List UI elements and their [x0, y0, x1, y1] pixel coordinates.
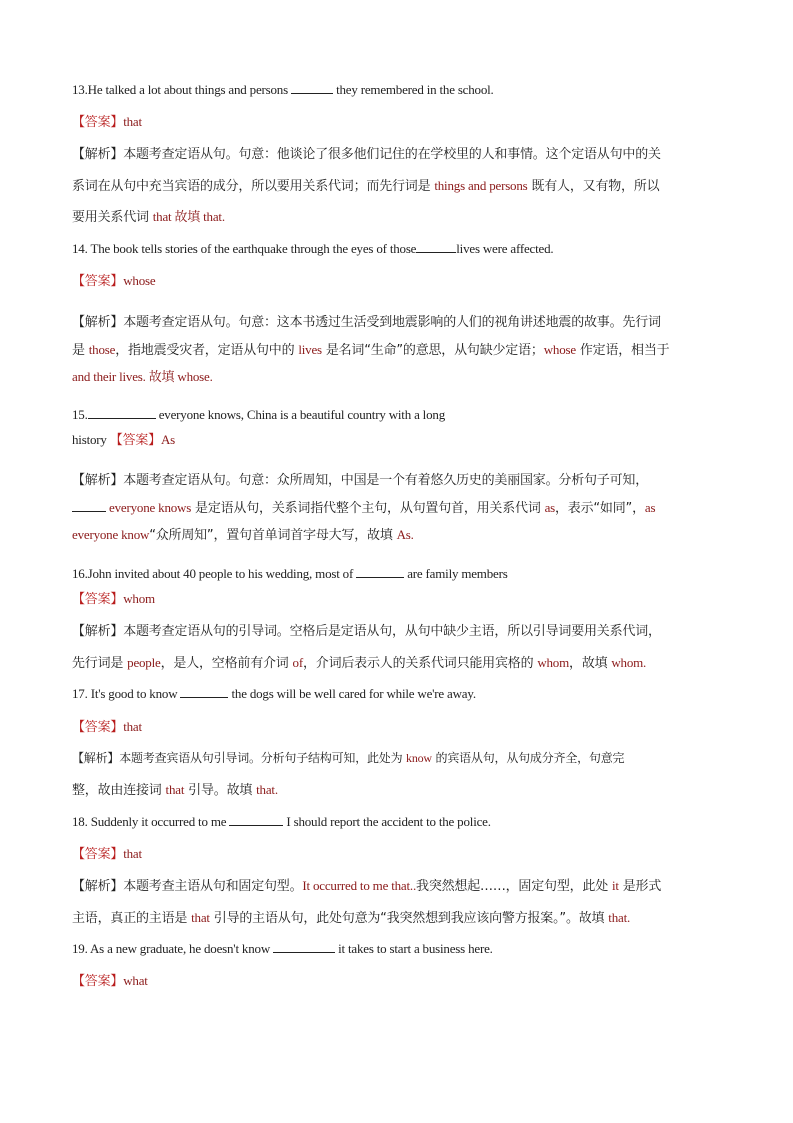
explanation-16-line-1 [72, 622, 661, 641]
explanation-15-text: 是定语从句，关系词指代整个主句，从句置句首，用关系代词 [191, 501, 545, 516]
explanation-18-text: 是形式 [618, 879, 662, 894]
answer-18-value: that [123, 846, 142, 861]
question-17-text-pre: 17. It's good to know [72, 686, 181, 701]
explanation-16-term: whom. [611, 655, 647, 670]
explanation-16-term: of [292, 655, 303, 670]
question-18-text-post: I should report the accident to the police. [283, 814, 491, 829]
explanation-13-text: 本题考查定语从句。句意：他谈论了很多他们记住的在学校里的人和事情。这个定语从句中的关 [123, 147, 661, 162]
question-16 [72, 565, 508, 583]
explanation-14-text: 是 [72, 343, 89, 358]
explanation-13-line-3 [72, 208, 225, 227]
explanation-18-term: It occurred to me that.. [302, 878, 417, 893]
explanation-14-term: whose [543, 342, 576, 357]
explanation-16-text: ，介词后表示人的关系代词只能用宾格的 [302, 656, 538, 671]
explanation-17-line-2 [72, 781, 278, 800]
question-18-blank [229, 813, 283, 826]
question-19-text-pre: 19. As a new graduate, he doesn't know [72, 941, 274, 956]
explanation-17-term: know [406, 751, 432, 765]
explanation-tag: 【解析】 [72, 315, 124, 330]
explanation-16-term: whom [537, 655, 570, 670]
question-18 [72, 813, 491, 831]
explanation-18-text: 主语，真正的主语是 [72, 911, 192, 926]
question-13-blank [291, 81, 333, 94]
answer-14 [72, 272, 155, 291]
explanation-14-text: ，指地震受灾者，定语从句中的 [115, 343, 299, 358]
explanation-16-text: 先行词是 [72, 656, 128, 671]
explanation-18-term: it [611, 878, 619, 893]
explanation-18-text: 本题考查主语从句和固定句型。 [123, 879, 303, 894]
explanation-tag: 【解析】 [72, 147, 124, 162]
explanation-18-line-1 [72, 877, 661, 896]
answer-13 [72, 113, 142, 132]
answer-tag: 【答案】 [72, 720, 124, 735]
answer-19-value: what [123, 973, 148, 988]
answer-18 [72, 845, 142, 864]
explanation-17-text: 引导。故填 [184, 783, 257, 798]
question-15-text-post: everyone knows, China is a beautiful country with a long [155, 407, 445, 422]
explanation-13-line-2 [72, 177, 659, 196]
explanation-13-text: 系词在从句中充当宾语的成分，所以要用关系代词；而先行词是 [72, 179, 435, 194]
explanation-18-term: that. [608, 910, 631, 925]
explanation-14-line-2 [72, 341, 669, 360]
answer-14-value: whose [123, 273, 156, 288]
answer-17 [72, 718, 142, 737]
question-16-blank [356, 565, 404, 578]
explanation-15-line-3 [72, 526, 414, 545]
answer-15-value: As [160, 432, 176, 447]
answer-tag: 【答案】 [72, 274, 124, 289]
question-17 [72, 685, 476, 703]
question-15-line-2 [72, 431, 175, 450]
explanation-14-line-3 [72, 368, 213, 386]
explanation-13-line-1 [72, 145, 661, 164]
explanation-15-line-2 [72, 499, 655, 518]
explanation-18-term: that [191, 910, 210, 925]
question-19 [72, 940, 493, 958]
explanation-14-line-1 [72, 313, 661, 332]
question-15-text-pre: 15. [72, 407, 88, 422]
question-14-text-pre: 14. The book tells stories of the earthquake through the eyes of those [72, 241, 417, 256]
question-15-text-cont: history [72, 432, 110, 447]
explanation-15-text: ，表示“如同”， [555, 501, 645, 516]
explanation-18-text: 引导的主语从句，此处句意为“我突然想到我应该向警方报案。”。故填 [209, 911, 609, 926]
explanation-18-line-2 [72, 909, 630, 928]
answer-17-value: that [123, 719, 142, 734]
answer-16-value: whom [123, 591, 155, 606]
explanation-18-text: 我突然想起……，固定句型，此处 [416, 879, 612, 894]
explanation-tag: 【解析】 [72, 879, 124, 894]
answer-tag: 【答案】 [72, 115, 124, 130]
explanation-tag: 【解析】 [72, 751, 120, 765]
question-15 [72, 406, 445, 424]
explanation-15-line-1 [72, 471, 648, 490]
explanation-17-text: 整，故由连接词 [72, 783, 166, 798]
answer-13-value: that [123, 114, 142, 129]
explanation-13-term: that 故填 that. [152, 209, 225, 224]
question-19-blank [273, 940, 335, 953]
explanation-17-term: that [165, 782, 185, 797]
explanation-17-term: that. [256, 782, 278, 797]
explanation-15-term: as [644, 500, 656, 515]
question-14-blank [416, 240, 456, 253]
question-16-text-pre: 16.John invited about 40 people to his wedding, most of [72, 566, 357, 581]
explanation-14-term: and their lives. 故填 whose. [72, 369, 213, 384]
explanation-16-line-2 [72, 654, 646, 673]
explanation-16-text: ，故填 [569, 656, 612, 671]
question-19-text-post: it takes to start a business here. [335, 941, 493, 956]
explanation-15-text: 本题考查定语从句。句意：众所周知，中国是一个有着悠久历史的美丽国家。分析句子可知， [123, 473, 649, 488]
explanation-17-text: 本题考查宾语从句引导词。分析句子结构可知，此处为 [119, 751, 407, 765]
explanation-15-term: as [544, 500, 555, 515]
answer-tag: 【答案】 [109, 433, 161, 448]
explanation-13-term: things and persons [434, 178, 528, 193]
answer-19 [72, 972, 148, 991]
question-13-text-post: they remembered in the school. [333, 82, 494, 97]
explanation-14-text: 作定语，相当于 [575, 343, 670, 358]
question-17-blank [180, 685, 228, 698]
question-17-text-post: the dogs will be well cared for while we're away. [228, 686, 476, 701]
answer-tag: 【答案】 [72, 974, 124, 989]
explanation-15-text: “众所周知”，置句首单词首字母大写，故填 [149, 528, 397, 543]
answer-tag: 【答案】 [72, 592, 124, 607]
question-13 [72, 81, 494, 99]
answer-16 [72, 590, 155, 609]
explanation-14-term: lives [298, 342, 322, 357]
explanation-15-blank [72, 499, 106, 512]
explanation-16-text: 本题考查定语从句的引导词。空格后是定语从句，从句中缺少主语，所以引导词要用关系代词， [123, 624, 661, 639]
explanation-17-text: 的宾语从句，从句成分齐全，句意完 [431, 751, 625, 765]
explanation-17-line-1 [72, 749, 624, 767]
question-14-text-post: lives were affected. [456, 241, 554, 256]
question-13-text-pre: 13.He talked a lot about things and persons [72, 82, 292, 97]
explanation-13-text: 既有人，又有物，所以 [527, 179, 660, 194]
question-14 [72, 240, 553, 258]
explanation-15-term: As. [396, 527, 414, 542]
explanation-13-text: 要用关系代词 [72, 210, 153, 225]
explanation-16-term: people [127, 655, 161, 670]
explanation-14-text: 本题考查定语从句。句意：这本书透过生活受到地震影响的人们的视角讲述地震的故事。先行词 [123, 315, 661, 330]
explanation-14-term: those [88, 342, 116, 357]
explanation-16-text: ，是人，空格前有介词 [160, 656, 293, 671]
explanation-15-term: everyone knows [106, 500, 192, 515]
question-15-blank [88, 406, 156, 419]
question-18-text-pre: 18. Suddenly it occurred to me [72, 814, 230, 829]
explanation-15-term: everyone know [72, 527, 150, 542]
explanation-14-text: 是名词“生命”的意思，从句缺少定语； [321, 343, 544, 358]
question-16-text-post: are family members [404, 566, 508, 581]
explanation-tag: 【解析】 [72, 473, 124, 488]
answer-tag: 【答案】 [72, 847, 124, 862]
explanation-tag: 【解析】 [72, 624, 124, 639]
